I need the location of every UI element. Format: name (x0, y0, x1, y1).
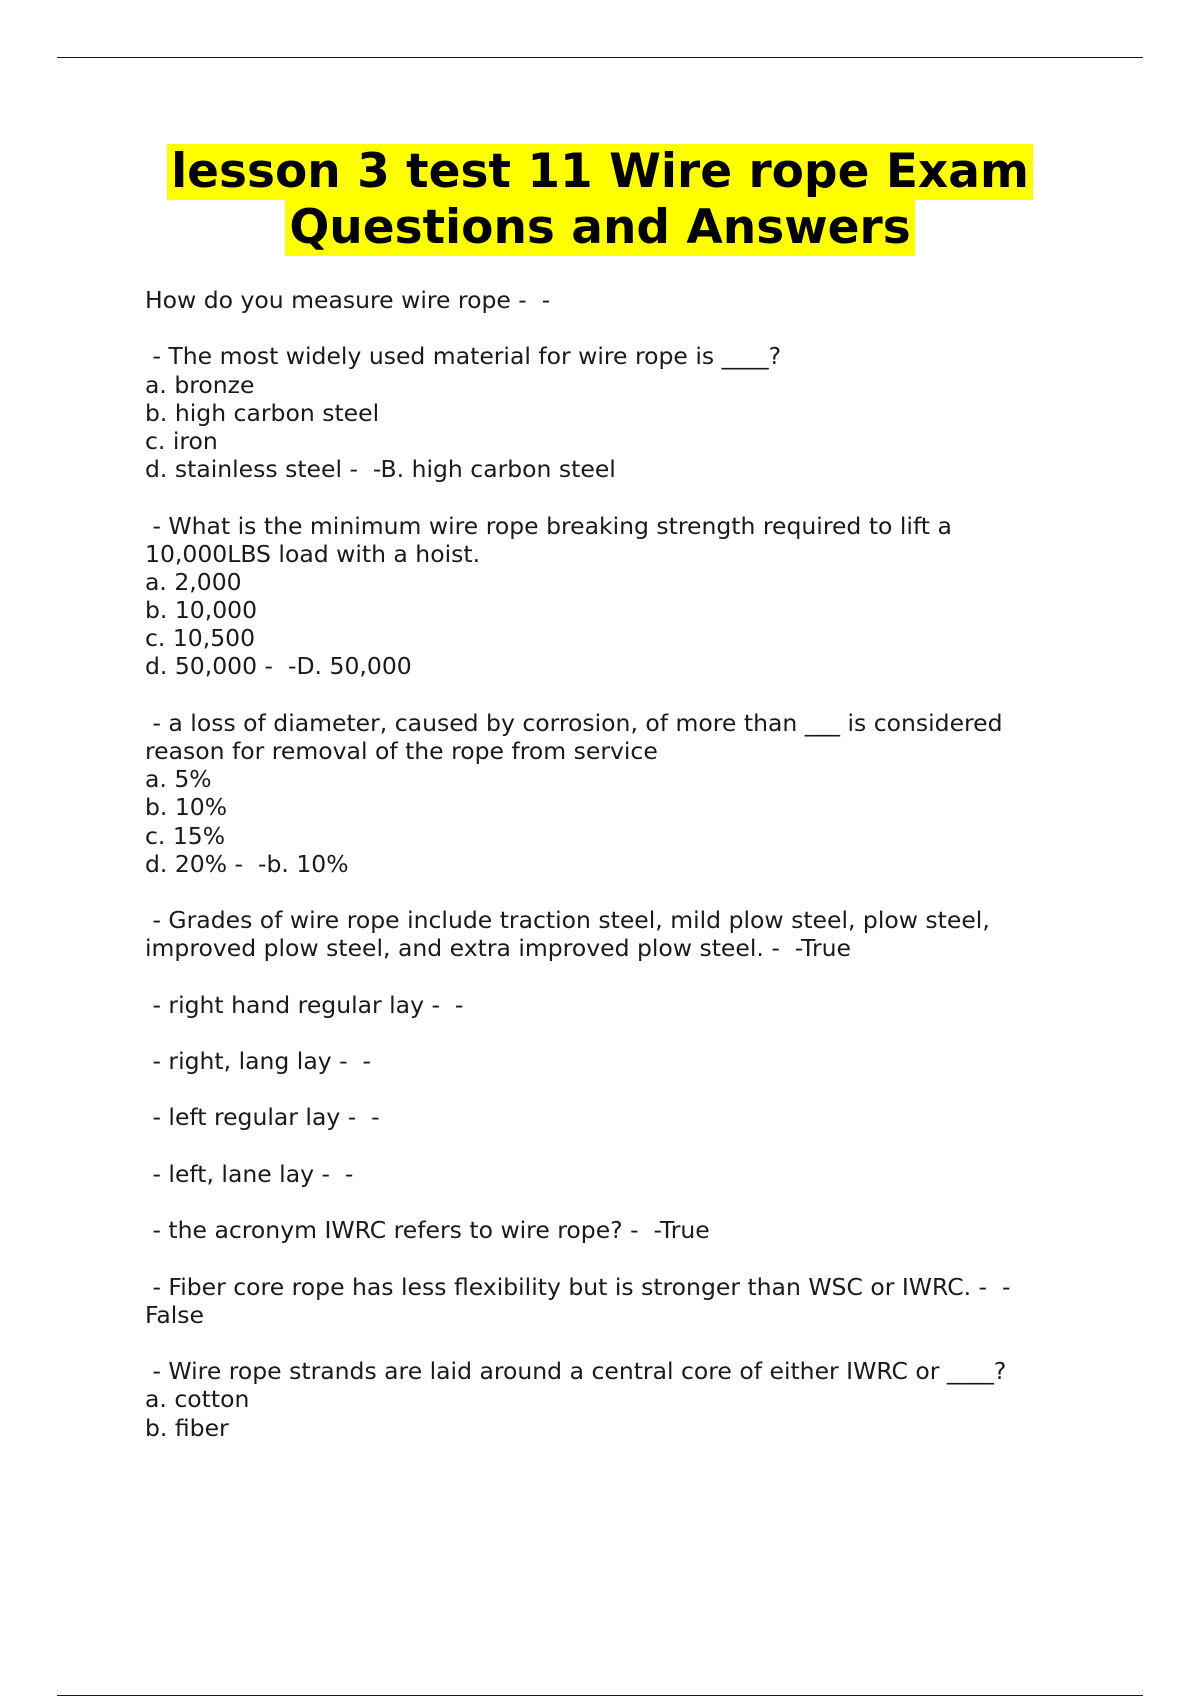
qa-line: d. stainless steel - -B. high carbon steel (145, 455, 616, 484)
qa-line: - the acronym IWRC refers to wire rope? - -True (145, 1216, 710, 1245)
qa-line: improved plow steel, and extra improved plow steel. - -True (145, 934, 851, 963)
qa-line: c. 10,500 (145, 624, 256, 653)
qa-line: 10,000LBS load with a hoist. (145, 539, 481, 568)
qa-entry (145, 709, 1070, 878)
entry-spacer (145, 681, 1070, 709)
qa-line: reason for removal of the rope from service (145, 737, 658, 765)
qa-line: False (145, 1300, 204, 1329)
qa-line: a. 5% (145, 765, 212, 794)
qa-entry (145, 1357, 1070, 1442)
entry-spacer (145, 878, 1070, 906)
entry-spacer (145, 483, 1070, 511)
footer-rule (57, 1695, 1143, 1696)
qa-entry (145, 1047, 1070, 1075)
entry-spacer (145, 963, 1070, 991)
qa-line: d. 20% - -b. 10% (145, 849, 349, 878)
qa-entry (145, 1160, 1070, 1188)
title-line: Questions and Answers (285, 200, 914, 256)
qa-entry (145, 1103, 1070, 1131)
qa-line: - The most widely used material for wire rope is ____? (145, 342, 782, 371)
qa-line: b. 10% (145, 793, 228, 822)
qa-line: - left, lane lay - - (145, 1159, 354, 1188)
question-list (145, 286, 1070, 1442)
title-line: lesson 3 test 11 Wire rope Exam (167, 144, 1033, 200)
qa-entry (145, 1216, 1070, 1244)
entry-spacer (145, 1132, 1070, 1160)
qa-entry (145, 342, 1070, 483)
qa-line: - Fiber core rope has less flexibility but is stronger than WSC or IWRC. - - (145, 1272, 1011, 1301)
entry-spacer (145, 1188, 1070, 1216)
qa-line: a. 2,000 (145, 567, 242, 596)
qa-line: - right hand regular lay - - (145, 990, 464, 1019)
qa-line: b. fiber (145, 1413, 229, 1442)
qa-line: d. 50,000 - -D. 50,000 (145, 652, 412, 681)
document-title (57, 144, 1143, 256)
qa-line: b. high carbon steel (145, 398, 380, 427)
entry-spacer (145, 1075, 1070, 1103)
qa-entry (145, 906, 1070, 962)
qa-line: b. 10,000 (145, 596, 258, 625)
entry-spacer (145, 1019, 1070, 1047)
qa-entry (145, 1273, 1070, 1329)
qa-entry (145, 512, 1070, 681)
qa-line: - left regular lay - - (145, 1103, 380, 1132)
qa-line: c. iron (145, 426, 218, 455)
qa-line: a. cotton (145, 1385, 250, 1414)
qa-entry (145, 286, 1070, 314)
qa-entry (145, 991, 1070, 1019)
qa-line: - Grades of wire rope include traction steel, mild plow steel, plow steel, (145, 906, 990, 935)
entry-spacer (145, 314, 1070, 342)
entry-spacer (145, 1329, 1070, 1357)
qa-line: - right, lang lay - - (145, 1047, 371, 1076)
qa-line: - a loss of diameter, caused by corrosion, of more than ___ is considered (145, 708, 1003, 737)
qa-line: - Wire rope strands are laid around a central core of either IWRC or ____? (145, 1357, 1007, 1386)
qa-line: - What is the minimum wire rope breaking strength required to lift a (145, 511, 952, 540)
qa-line: How do you measure wire rope - - (145, 286, 551, 314)
qa-line: a. bronze (145, 370, 255, 399)
header-rule (57, 57, 1143, 58)
qa-line: c. 15% (145, 821, 226, 850)
entry-spacer (145, 1244, 1070, 1272)
